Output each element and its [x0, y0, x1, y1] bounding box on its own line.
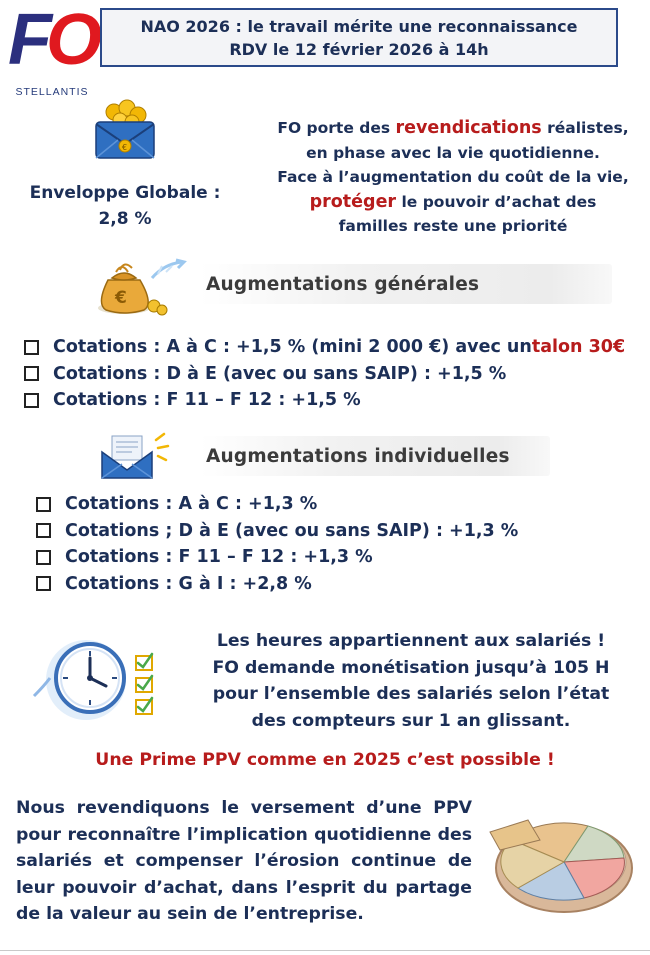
money-envelope-icon: [92, 98, 158, 162]
list-item-text: Cotations ; D à E (avec ou sans SAIP) : +1,3 %: [65, 520, 519, 541]
list-item: [36, 518, 636, 545]
section-title-generales: Augmentations générales: [206, 273, 480, 295]
checkbox-bullet-icon: [36, 497, 51, 512]
checkbox-bullet-icon: [36, 523, 51, 538]
mail-icon: [98, 430, 174, 482]
list-item-text: Cotations : F 11 – F 12 : +1,3 %: [65, 547, 373, 568]
list-item-text: Cotations : A à C : +1,5 % (mini 2 000 €) avec un: [53, 337, 532, 358]
svg-text:€: €: [122, 143, 128, 152]
list-item-highlight: talon 30€: [531, 337, 626, 358]
intro-text-1a: FO porte des: [277, 119, 396, 137]
list-item: [24, 334, 634, 361]
header-title-box: [100, 8, 618, 67]
heures-line-1: Les heures appartiennent aux salariés !: [216, 631, 606, 651]
ppv-paragraph: Nous revendiquons le versement d’une PPV pour reconnaître l’implication quotidienne des salariés et compenser l’érosion continue de leur pouvoir d’achat, dans l’esprit du partage de la valeur au sein de l’entreprise.: [16, 798, 472, 924]
intro-paragraph: [268, 116, 638, 239]
list-item: [36, 571, 636, 598]
list-item: [24, 387, 634, 414]
list-item: [24, 361, 634, 388]
heures-line-4: des compteurs sur 1 an glissant.: [251, 710, 571, 731]
banknote-pie-icon: [488, 800, 636, 916]
intro-highlight-proteger: protéger: [309, 191, 397, 212]
enveloppe-label: Enveloppe Globale :: [29, 183, 221, 203]
intro-line-3: Face à l’augmentation du coût de la vie,: [277, 168, 629, 186]
logo-subtitle: STELLANTIS: [15, 86, 89, 98]
header-line-1: NAO 2026 : le travail mérite une reconnaissance: [140, 16, 578, 36]
intro-line-2: en phase avec la vie quotidienne.: [306, 143, 600, 162]
svg-text:€: €: [115, 288, 127, 308]
checkbox-bullet-icon: [24, 340, 39, 355]
list-item-text: Cotations : D à E (avec ou sans SAIP) : +1,5 %: [53, 363, 507, 384]
intro-text-4b: le pouvoir d’achat des: [396, 192, 597, 211]
enveloppe-globale: [20, 180, 230, 232]
header-line-2: RDV le 12 février 2026 à 14h: [229, 39, 489, 59]
logo-letter-o: O: [45, 0, 96, 80]
list-generales: [24, 334, 634, 414]
list-item: [36, 544, 636, 571]
list-item: [36, 491, 636, 518]
heures-paragraph: [196, 628, 626, 734]
list-item-text: Cotations : F 11 – F 12 : +1,5 %: [53, 390, 361, 411]
checkbox-bullet-icon: [36, 576, 51, 591]
checkbox-bullet-icon: [24, 393, 39, 408]
section-banner-individuelles: [200, 436, 550, 476]
enveloppe-value: 2,8 %: [98, 209, 152, 229]
list-individuelles: [36, 491, 636, 597]
prime-ppv-title: Une Prime PPV comme en 2025 c’est possible !: [95, 750, 555, 770]
clock-checklist-icon: [30, 634, 166, 726]
intro-line-1: [268, 116, 638, 141]
logo-fo-text: [8, 0, 96, 80]
checkbox-bullet-icon: [24, 366, 39, 381]
list-item-text: Cotations : A à C : +1,3 %: [65, 494, 318, 515]
heures-line-2: FO demande monétisation jusqu’à 105 H: [212, 657, 610, 678]
bottom-divider: [0, 950, 650, 951]
checkbox-bullet-icon: [36, 550, 51, 565]
list-item-text: Cotations : G à I : +2,8 %: [65, 573, 312, 594]
money-bag-icon: [92, 258, 188, 316]
section-title-individuelles: Augmentations individuelles: [206, 445, 510, 467]
intro-line-4: [268, 190, 638, 215]
logo-letter-f: F: [8, 0, 46, 80]
heures-line-3: pour l’ensemble des salariés selon l’état: [212, 684, 610, 704]
section-banner-generales: [200, 264, 612, 304]
intro-highlight-revendications: revendications: [395, 118, 542, 138]
intro-line-5: familles reste une priorité: [338, 217, 568, 235]
intro-text-1b: réalistes,: [541, 119, 629, 137]
fo-stellantis-logo: [6, 0, 96, 98]
